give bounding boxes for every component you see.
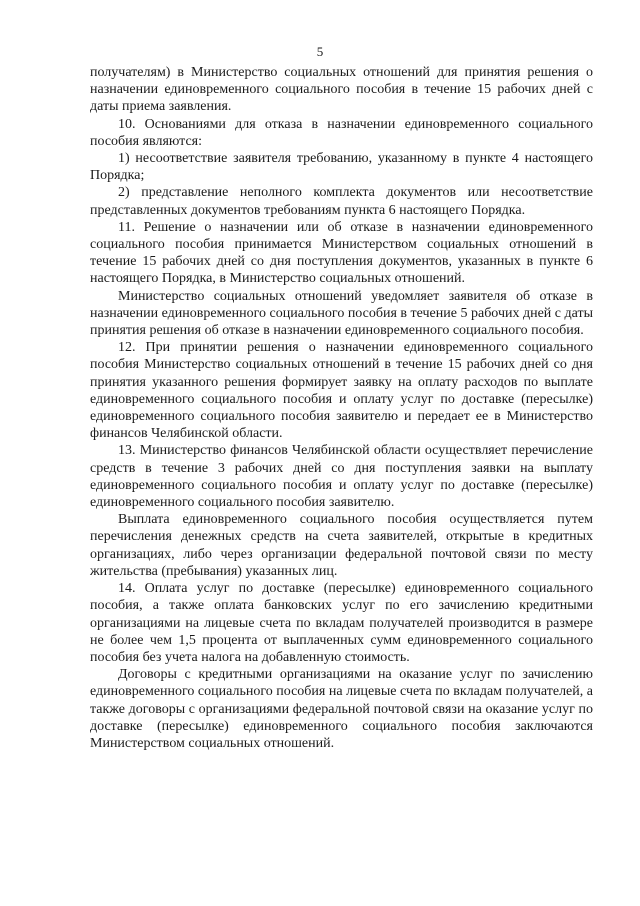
document-body: [90, 64, 593, 752]
paragraph-item-11: 11. Решение о назначении или об отказе в назначении единовременного социального пособия принимается Министерством социальных отношений в течение 15 рабочих дней со дня поступления документов, указанных в пункте 6 настоящего Порядка, в Министерство социальных отношений.: [90, 219, 593, 287]
paragraph-contracts: Договоры с кредитными организациями на оказание услуг по зачислению единовременного социального пособия на лицевые счета по вкладам получателей, а также договоры с организациями федеральной почтовой связи на оказание услуг по доставке (пересылке) единовременного социального пособия заключаются Министерством социальных отношений.: [90, 667, 593, 751]
paragraph-item-13: 13. Министерство финансов Челябинской области осуществляет перечисление средств в течение 3 рабочих дней со дня поступления заявки на выплату единовременного социального пособия и оплату услуг по доставке (пересылке) единовременного социального пособия заявителю.: [90, 443, 593, 511]
paragraph-item-14: 14. Оплата услуг по доставке (пересылке) единовременного социального пособия, а также оплата банковских услуг по его зачислению кредитными организациями на лицевые счета по вкладам получателей производится в размере не более чем 1,5 процента от выплаченных сумм единовременного социального пособия без учета налога на добавленную стоимость.: [90, 581, 593, 665]
paragraph-item-12: 12. При принятии решения о назначении единовременного социального пособия Министерство социальных отношений в течение 15 рабочих дней со дня принятия указанного решения формирует заявку на оплату расходов по выплате единовременного социального пособия и оплату услуг по доставке (пересылке) единовременного социального пособия заявителю и передает ее в Министерство финансов Челябинской области.: [90, 340, 593, 442]
page-number: 5: [316, 44, 324, 59]
paragraph-refusal-notice: Министерство социальных отношений уведомляет заявителя об отказе в назначении единовременного социального пособия в течение 5 рабочих дней с даты принятия решения об отказе в назначении единовременного социального пособия.: [90, 288, 594, 339]
paragraph-item-10: 10. Основаниями для отказа в назначении единовременного социального пособия являются:: [90, 116, 593, 149]
paragraph-subitem-2: 2) представление неполного комплекта документов или несоответствие представленных документов требованиям пункта 6 настоящего Порядка.: [90, 185, 593, 218]
paragraph-continuation: получателям) в Министерство социальных отношений для принятия решения о назначении единовременного социального пособия в течение 15 рабочих дней с даты приема заявления.: [90, 65, 593, 115]
paragraph-payment-method: Выплата единовременного социального пособия осуществляется путем перечисления денежных средств на счета заявителей, открытые в кредитных организациях, либо через организации федеральной почтовой связи по месту жительства (пребывания) указанных лиц.: [90, 512, 593, 579]
paragraph-subitem-1: 1) несоответствие заявителя требованию, указанному в пункте 4 настоящего Порядка;: [90, 151, 593, 184]
